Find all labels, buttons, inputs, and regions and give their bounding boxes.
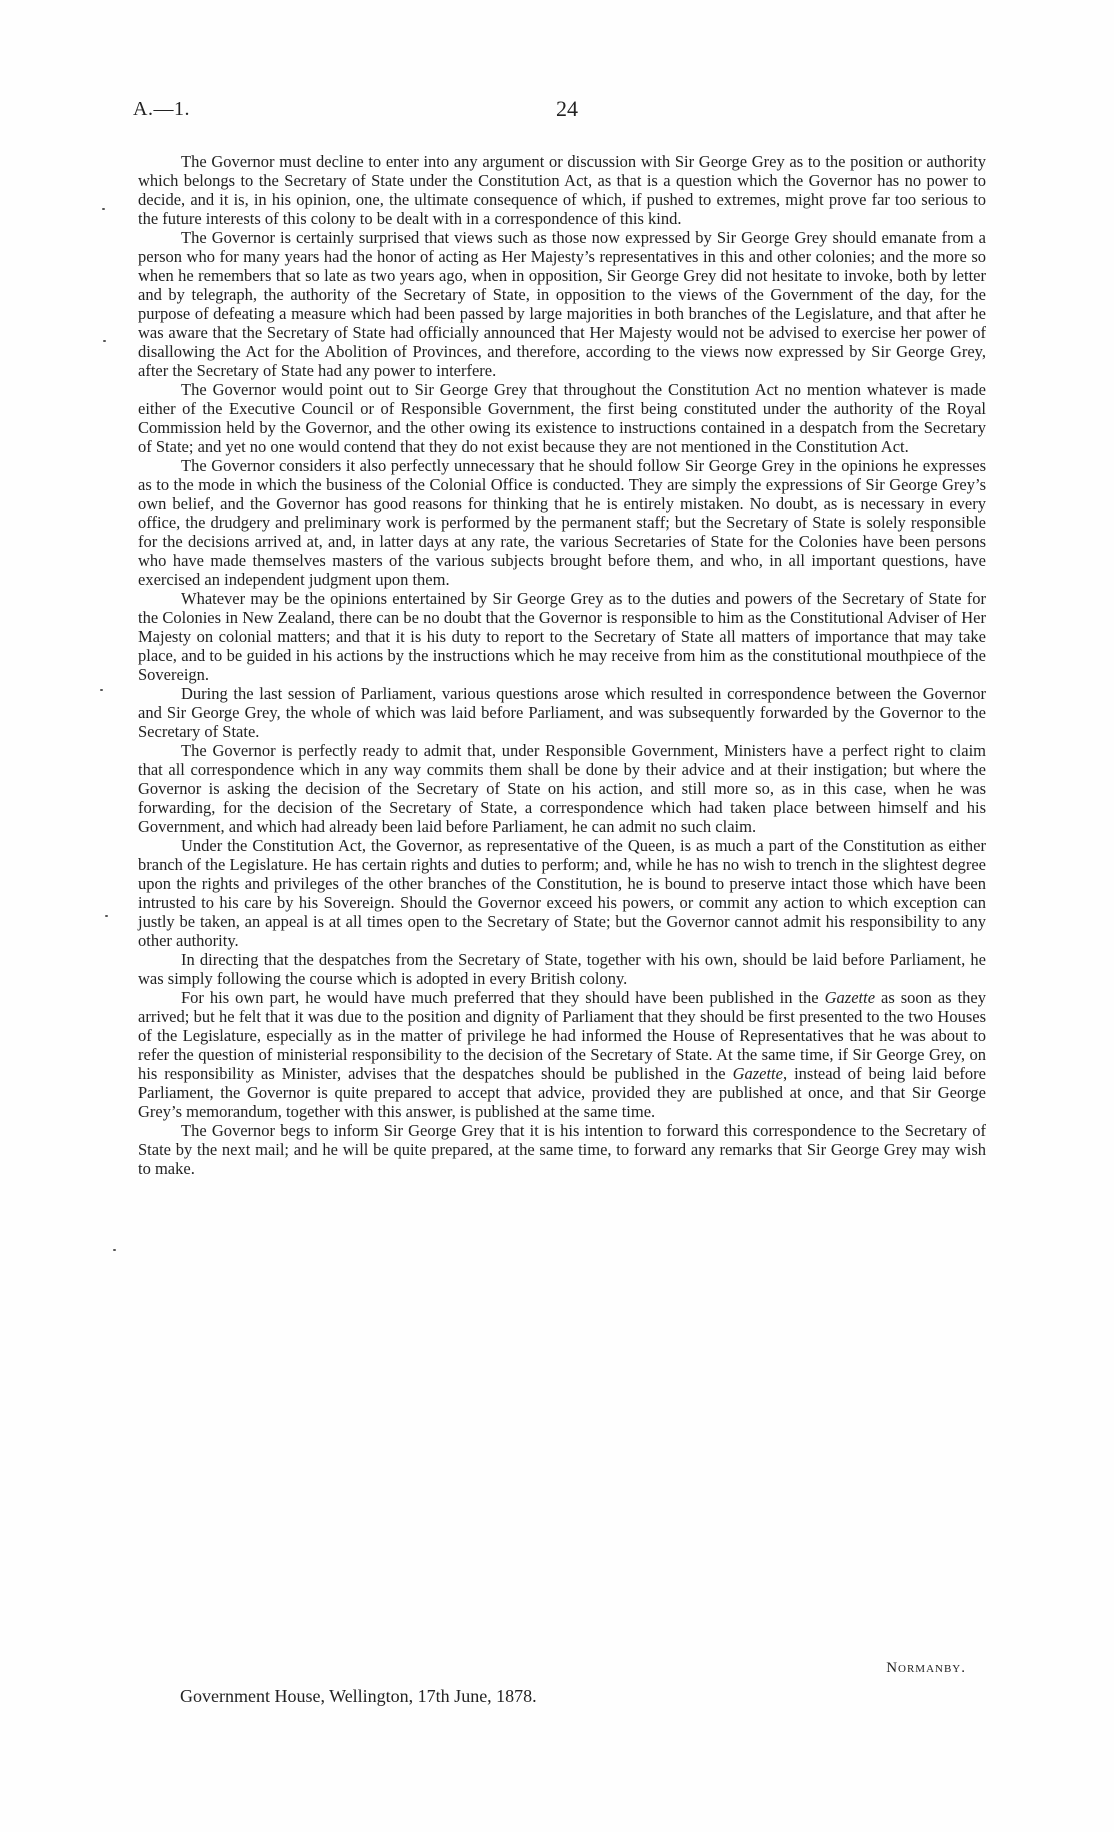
paragraph: In directing that the despatches from the Secretary of State, together with his own, should be laid before Parliament, he was simply following the course which is adopted in every British colony.	[138, 950, 986, 988]
emphasized-text: Gazette	[732, 1064, 783, 1083]
dateline: Government House, Wellington, 17th June, 1878.	[180, 1686, 537, 1706]
paragraph: Whatever may be the opinions entertained by Sir George Grey as to the duties and powers of the Secretary of State for the Colonies in New Zealand, there can be no doubt that the Governor is responsible to him as the Constitutional Adviser of Her Majesty on colonial matters; and that it is his duty to report to the Secretary of State all matters of importance that may take place, and to be guided in his actions by the instructions which he may receive from him as the constitutional mouthpiece of the Sovereign.	[138, 589, 986, 684]
document-body	[138, 152, 986, 1178]
paragraph: During the last session of Parliament, various questions arose which resulted in correspondence between the Governor and Sir George Grey, the whole of which was laid before Parliament, and was subsequently forwarded by the Governor to the Secretary of State.	[138, 684, 986, 741]
paragraph: Under the Constitution Act, the Governor, as representative of the Queen, is as much a part of the Constitution as either branch of the Legislature. He has certain rights and duties to perform; and, while he has no wish to trench in the slightest degree upon the rights and privileges of the other branches of the Constitution, he is bound to preserve intact those which have been intrusted to his care by his Sovereign. Should the Governor exceed his powers, or commit any action to which exception can justly be taken, an appeal is at all times open to the Secretary of State; but the Governor cannot admit his responsibility to any other authority.	[138, 836, 986, 950]
margin-mark	[100, 689, 103, 691]
margin-mark	[113, 1249, 116, 1251]
page-header	[133, 98, 981, 128]
paragraph: The Governor is certainly surprised that views such as those now expressed by Sir George Grey should emanate from a person who for many years had the honor of acting as Her Majesty’s representatives in this and other colonies; and the more so when he remembers that so late as two years ago, when in opposition, Sir George Grey did not hesitate to invoke, both by letter and by telegraph, the authority of the Secretary of State, in opposition to the views of the Government of the day, for the purpose of defeating a measure which had been passed by large majorities in both branches of the Legislature, and that after he was aware that the Secretary of State had officially announced that Her Majesty would not be advised to exercise her power of disallowing the Act for the Abolition of Provinces, and therefore, according to the views now expressed by Sir George Grey, after the Secretary of State had any power to interfere.	[138, 228, 986, 380]
paragraph: The Governor would point out to Sir George Grey that throughout the Constitution Act no mention whatever is made either of the Executive Council or of Responsible Government, the first being constituted under the authority of the Royal Commission held by the Governor, and the other owing its existence to instructions contained in a despatch from the Secretary of State; and yet no one would contend that they do not exist because they are not mentioned in the Constitution Act.	[138, 380, 986, 456]
paragraph: The Governor begs to inform Sir George Grey that it is his intention to forward this correspondence to the Secretary of State by the next mail; and he will be quite prepared, at the same time, to forward any remarks that Sir George Grey may wish to make.	[138, 1121, 986, 1178]
signature: Normanby.	[886, 1660, 966, 1676]
paragraph: The Governor is perfectly ready to admit that, under Responsible Government, Ministers have a perfect right to claim that all correspondence which in any way commits them shall be done by their advice and at their instigation; but where the Governor is asking the decision of the Secretary of State on his action, and still more so, as in this case, when he was forwarding, for the decision of the Secretary of State, a correspondence which had taken place between himself and his Government, and which had already been laid before Parliament, he can admit no such claim.	[138, 741, 986, 836]
page-reference: A.—1.	[133, 98, 190, 120]
paragraph: The Governor considers it also perfectly unnecessary that he should follow Sir George Grey in the opinions he expresses as to the mode in which the business of the Colonial Office is conducted. They are simply the expressions of Sir George Grey’s own belief, and the Governor has good reasons for thinking that he is entirely mistaken. No doubt, as is necessary in every office, the drudgery and preliminary work is performed by the permanent staff; but the Secretary of State is solely responsible for the decisions arrived at, and, in latter days at any rate, the various Secretaries of State for the Colonies have been persons who have made themselves masters of the various subjects brought before them, and who, in all important questions, have exercised an independent judgment upon them.	[138, 456, 986, 589]
paragraph: The Governor must decline to enter into any argument or discussion with Sir George Grey as to the position or authority which belongs to the Secretary of State under the Constitution Act, as that is a question which the Governor has no power to decide, and it is, in his opinion, one, the ultimate consequence of which, if pushed to extremes, might prove far too serious to the future interests of this colony to be dealt with in a correspondence of this kind.	[138, 152, 986, 228]
margin-mark	[103, 340, 106, 342]
margin-mark	[102, 208, 105, 210]
page-number: 24	[556, 96, 578, 121]
emphasized-text: Gazette	[824, 988, 876, 1007]
paragraph: For his own part, he would have much preferred that they should have been published in the Gazette as soon as they arrived; but he felt that it was due to the position and dignity of Parliament that they should be first presented to the two Houses of the Legislature, especially as in the matter of privilege he had informed the House of Representatives that he was about to refer the question of ministerial responsibility to the decision of the Secretary of State. At the same time, if Sir George Grey, on his responsibility as Minister, advises that the despatches should be published in the Gazette, instead of being laid before Parliament, the Governor is quite prepared to accept that advice, provided they are published at once, and that Sir George Grey’s memorandum, together with this answer, is published at the same time.	[138, 988, 986, 1121]
margin-mark	[105, 915, 108, 917]
